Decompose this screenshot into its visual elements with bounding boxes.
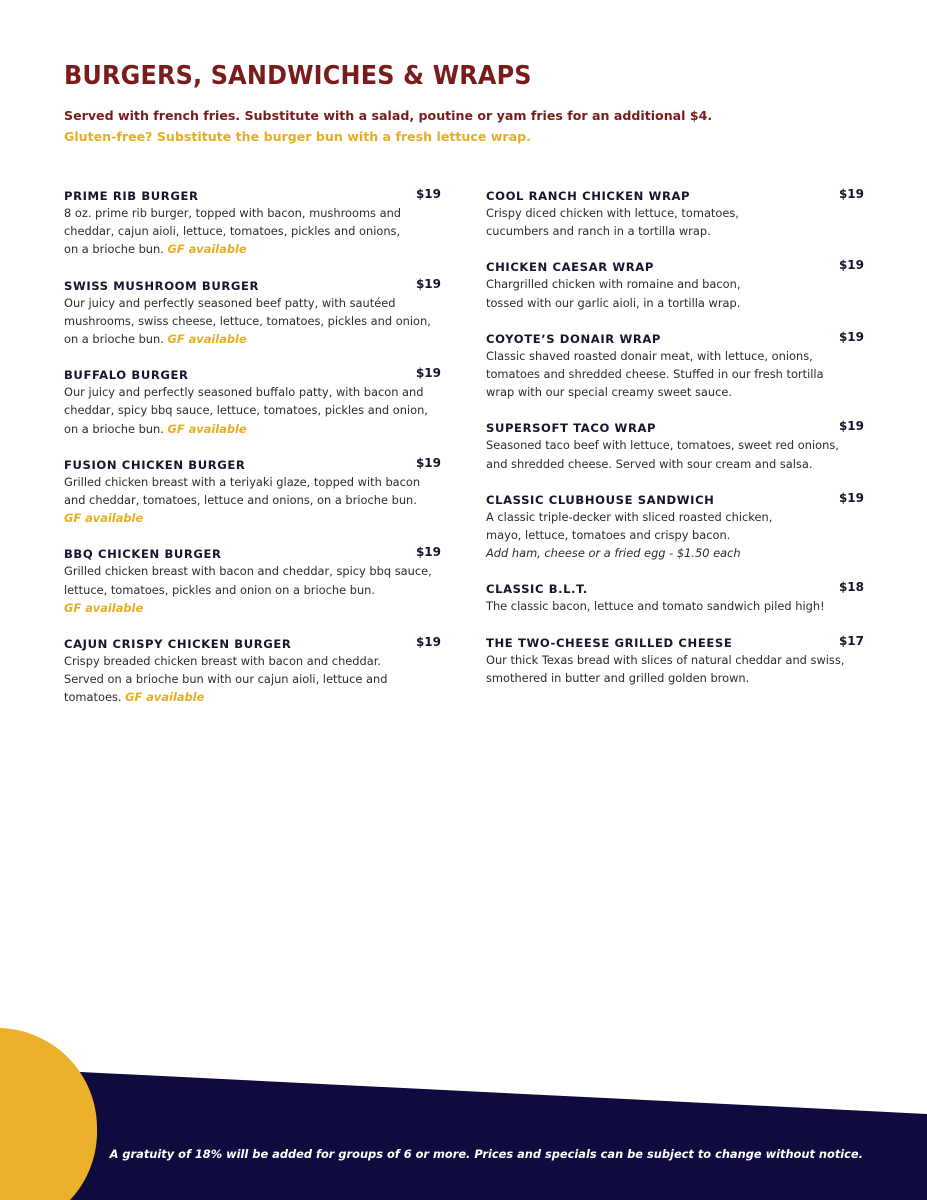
item-price: $19 (415, 545, 441, 560)
item-description (486, 651, 864, 687)
item-name: SUPERSOFT TACO WRAP (486, 421, 657, 436)
description-line: Crispy diced chicken with lettuce, tomatoes, (486, 206, 739, 220)
item-name: COYOTE’S DONAIR WRAP (486, 331, 662, 346)
gf-available-label: GF available (125, 690, 205, 705)
description-line: The classic bacon, lettuce and tomato sandwich piled high! (486, 599, 825, 614)
item-price: $19 (838, 329, 864, 344)
item-addon-note: Add ham, cheese or a fried egg - $1.50 each (486, 546, 741, 561)
menu-item (486, 328, 864, 402)
subtitle-gluten-free: Gluten-free? Substitute the burger bun with a fresh lettuce wrap. (64, 129, 531, 144)
footer-navy-band (0, 1068, 927, 1200)
gf-available-label: GF available (64, 511, 144, 526)
item-price: $19 (415, 635, 441, 650)
description-line: tossed with our garlic aioli, in a tortilla wrap. (486, 295, 741, 310)
item-description (64, 473, 441, 528)
description-line: and cheddar, tomatoes, lettuce and onions, on a brioche bun. (64, 493, 417, 508)
item-name: FUSION CHICKEN BURGER (64, 457, 246, 472)
item-name: CAJUN CRISPY CHICKEN BURGER (64, 637, 292, 652)
item-description (64, 294, 441, 349)
description-line: tomatoes. GF available (64, 690, 205, 705)
item-description (64, 652, 441, 707)
item-price: $19 (415, 366, 441, 381)
item-description (486, 347, 864, 402)
item-price: $19 (838, 419, 864, 434)
page-title: BURGERS, SANDWICHES & WRAPS (64, 61, 532, 91)
menu-item (486, 632, 864, 687)
description-line: Served on a brioche bun with our cajun aioli, lettuce and (64, 672, 388, 687)
description-line: 8 oz. prime rib burger, topped with bacon, mushrooms and (64, 206, 402, 220)
item-description (486, 275, 864, 311)
description-line: cheddar, spicy bbq sauce, lettuce, tomatoes, pickles and onion, (64, 403, 428, 418)
description-line: wrap with our special creamy sweet sauce. (486, 385, 732, 400)
gf-available-label: GF available (64, 600, 144, 615)
menu-item (64, 454, 441, 528)
description-line: smothered in butter and grilled golden brown. (486, 670, 750, 685)
item-price: $18 (838, 580, 864, 595)
description-line: A classic triple-decker with sliced roasted chicken, (486, 509, 773, 524)
description-line: Seasoned taco beef with lettuce, tomatoes, sweet red onions, (486, 438, 839, 453)
item-price: $19 (415, 455, 441, 470)
item-name: THE TWO-CHEESE GRILLED CHEESE (486, 635, 733, 650)
description-line: on a brioche bun. GF available (64, 332, 247, 347)
item-price: $19 (838, 490, 864, 505)
footer-gratuity-note: A gratuity of 18% will be added for groups of 6 or more. Prices and specials can be subject to change without notice. (109, 1147, 863, 1161)
subtitle-sides: Served with french fries. Substitute with a salad, poutine or yam fries for an additional $4. (64, 108, 713, 123)
description-line: on a brioche bun. GF available (64, 242, 247, 257)
description-line: mayo, lettuce, tomatoes and crispy bacon. (486, 528, 731, 543)
menu-item (486, 185, 864, 240)
item-name: COOL RANCH CHICKEN WRAP (486, 189, 691, 203)
item-name: PRIME RIB BURGER (64, 189, 199, 203)
description-line: and shredded cheese. Served with sour cream and salsa. (486, 456, 813, 471)
menu-item (486, 256, 864, 311)
item-description (486, 508, 864, 563)
item-price: $19 (838, 187, 864, 201)
menu-item (486, 578, 864, 615)
footer-gold-circle (0, 1028, 97, 1200)
description-line: Our thick Texas bread with slices of natural cheddar and swiss, (486, 652, 845, 667)
description-line: Our juicy and perfectly seasoned beef patty, with sautéed (64, 295, 396, 310)
item-price: $17 (838, 633, 864, 648)
gf-available-label: GF available (167, 242, 247, 257)
menu-item (486, 489, 864, 563)
item-name: CHICKEN CAESAR WRAP (486, 260, 654, 275)
item-name: BUFFALO BURGER (64, 368, 189, 383)
menu-item (64, 275, 441, 349)
item-description (64, 204, 441, 259)
item-price: $19 (415, 187, 441, 201)
description-line: lettuce, tomatoes, pickles and onion on a brioche bun. (64, 582, 376, 597)
description-line: cucumbers and ranch in a tortilla wrap. (486, 224, 711, 239)
description-line: on a brioche bun. GF available (64, 421, 247, 436)
item-name: CLASSIC B.L.T. (486, 582, 588, 597)
description-line: tomatoes and shredded cheese. Stuffed in our fresh tortilla (486, 367, 824, 382)
item-price: $19 (838, 258, 864, 273)
description-line: Grilled chicken breast with a teriyaki glaze, topped with bacon (64, 474, 421, 489)
item-price: $19 (415, 276, 441, 291)
item-name: SWISS MUSHROOM BURGER (64, 278, 260, 293)
menu-column-right (486, 185, 864, 687)
item-description (486, 204, 864, 240)
item-name: CLASSIC CLUBHOUSE SANDWICH (486, 492, 715, 507)
item-name: BBQ CHICKEN BURGER (64, 547, 222, 562)
item-description (486, 597, 864, 615)
description-line: Our juicy and perfectly seasoned buffalo patty, with bacon and (64, 385, 424, 400)
menu-item (64, 364, 441, 438)
menu-item (64, 185, 441, 259)
item-description (64, 562, 441, 617)
menu-item (64, 633, 441, 707)
gf-available-label: GF available (167, 421, 247, 436)
description-line: Crispy breaded chicken breast with bacon and cheddar. (64, 654, 381, 669)
gf-available-label: GF available (167, 332, 247, 347)
description-line: Grilled chicken breast with bacon and cheddar, spicy bbq sauce, (64, 564, 432, 579)
description-line: Chargrilled chicken with romaine and bacon, (486, 277, 741, 292)
description-line: Classic shaved roasted donair meat, with lettuce, onions, (486, 348, 813, 363)
description-line: cheddar, cajun aioli, lettuce, tomatoes, pickles and onions, (64, 224, 401, 239)
description-line: mushrooms, swiss cheese, lettuce, tomatoes, pickles and onion, (64, 313, 431, 328)
footer-band (0, 1020, 927, 1200)
menu-column-left (64, 185, 441, 707)
item-description (64, 383, 441, 438)
item-description (486, 436, 864, 472)
menu-item (64, 543, 441, 617)
menu-item (486, 417, 864, 472)
